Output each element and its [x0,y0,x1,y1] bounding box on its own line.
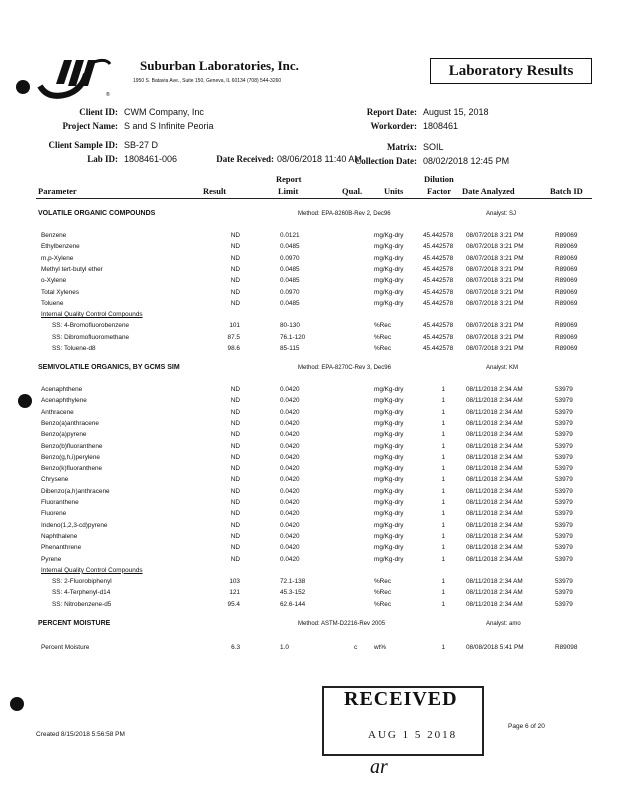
cell-param: Percent Moisture [41,644,90,651]
table-row [0,522,618,533]
cell-batch: 53979 [555,544,573,552]
cell-param: SS: 4-Terphenyl-d14 [52,589,111,597]
cell-batch: R89069 [555,232,578,239]
page-number: Page 6 of 20 [508,723,545,730]
cell-res: 121 [229,589,240,597]
cell-res: 98.6 [227,345,240,352]
table-row [0,476,618,487]
cell-units: mg/Kg-dry [374,544,404,552]
table-row [0,533,618,544]
section-method-moisture: Method: ASTM-D2216-Rev 2005 [298,621,386,627]
table-row [0,243,618,254]
cell-lim: 72.1-138 [280,578,306,586]
cell-batch: R89069 [555,322,578,330]
cell-param: Anthracene [41,408,74,416]
cell-dil: 1 [441,397,445,405]
cell-lim: 1.0 [280,644,289,651]
cell-dil: 45.442578 [423,277,454,285]
cell-res: ND [230,243,240,251]
cell-res: ND [230,277,240,285]
cell-date: 08/11/2018 2:34 AM [466,532,523,540]
cell-units: mg/Kg-dry [374,288,404,296]
cell-res: ND [230,532,240,540]
collection-date-label: Collection Date: [354,156,417,166]
cell-lim: 0.0420 [280,499,300,506]
cell-date: 08/11/2018 2:34 AM [466,419,523,427]
cell-units: mg/Kg-dry [374,386,404,393]
section-analyst-svoc: Analyst: KM [486,365,519,371]
cell-param: Dibenzo(a,h)anthracene [41,487,110,495]
table-row [0,556,618,567]
cell-batch: 53979 [555,521,573,529]
cell-date: 08/11/2018 2:34 AM [466,600,523,608]
cell-lim: 45.3-152 [280,589,306,597]
cell-res: ND [230,499,240,506]
cell-batch: R89069 [555,333,578,341]
cell-units: mg/Kg-dry [374,277,404,285]
date-received-label: Date Received: [216,154,274,164]
cell-lim: 85-115 [280,345,300,352]
cell-batch: 53979 [555,532,573,540]
table-row [0,255,618,266]
cell-batch: 53979 [555,578,573,586]
section-method-svoc: Method: EPA-8270C-Rev 3, Dec96 [298,365,391,371]
cell-batch: 53979 [555,419,573,427]
col-date-analyzed: Date Analyzed [462,186,515,196]
cell-batch: 53979 [555,431,573,439]
cell-lim: 0.0970 [280,288,300,296]
cell-units: %Rec [374,345,392,352]
cell-dil: 1 [441,532,445,540]
cell-dil: 45.442578 [423,288,454,296]
cell-date: 08/11/2018 2:34 AM [466,510,523,518]
cell-date: 08/11/2018 2:34 AM [466,386,523,393]
cell-param: Methyl tert-butyl ether [41,265,103,273]
cell-res: ND [230,476,240,484]
cell-param: Acenaphthylene [41,397,87,405]
punch-hole-mark [16,80,30,94]
lab-id-value: 1808461-006 [124,154,178,164]
project-name-label: Project Name: [62,121,118,131]
col-report-limit-line2: Limit [278,186,299,196]
qc-row [0,322,618,333]
section-title-voc: VOLATILE ORGANIC COMPOUNDS [38,210,156,217]
cell-lim: 0.0420 [280,521,300,529]
cell-lim: 0.0420 [280,555,300,563]
cell-units: mg/Kg-dry [374,532,404,540]
cell-units: mg/Kg-dry [374,397,404,405]
header-rule [36,198,592,199]
cell-batch: R89069 [555,288,578,296]
cell-batch: 53979 [555,555,573,563]
cell-dil: 45.442578 [423,333,454,341]
cell-dil: 45.442578 [423,243,454,251]
cell-dil: 1 [441,555,445,563]
collection-date-value: 08/02/2018 12:45 PM [423,156,510,166]
client-id-label: Client ID: [79,107,118,117]
cell-dil: 1 [441,544,445,552]
cell-res: ND [230,386,240,393]
cell-res: ND [230,265,240,273]
cell-param: Phenanthrene [41,544,82,552]
cell-lim: 0.0420 [280,397,300,405]
cell-dil: 1 [441,644,445,651]
cell-lim: 80-130 [280,322,300,330]
cell-date: 08/11/2018 2:34 AM [466,442,523,450]
cell-date: 08/07/2018 3:21 PM [466,277,524,285]
cell-param: Fluorene [41,510,67,518]
section-analyst-moisture: Analyst: amo [486,621,521,627]
cell-units: mg/Kg-dry [374,419,404,427]
col-dilution-line1: Dilution [424,174,454,184]
section-title-svoc: SEMIVOLATILE ORGANICS, BY GCMS SIM [38,364,180,371]
table-row [0,454,618,465]
section-analyst-voc: Analyst: SJ [486,211,517,217]
cell-lim: 0.0420 [280,487,300,495]
cell-param: Benzene [41,232,67,239]
table-row [0,443,618,454]
cell-res: 95.4 [227,600,240,608]
cell-date: 08/07/2018 3:21 PM [466,333,524,341]
cell-date: 08/11/2018 2:34 AM [466,521,523,529]
table-row [0,409,618,420]
lab-logo [34,56,114,102]
cell-units: mg/Kg-dry [374,265,404,273]
cell-res: ND [230,254,240,262]
cell-units: mg/Kg-dry [374,442,404,450]
cell-batch: 53979 [555,510,573,518]
cell-lim: 0.0420 [280,442,300,450]
cell-dil: 1 [441,431,445,439]
table-row [0,510,618,521]
cell-param: Total Xylenes [41,288,80,296]
document-title: Laboratory Results [430,58,592,84]
cell-dil: 45.442578 [423,299,454,307]
received-stamp-date: AUG 1 5 2018 [368,729,458,741]
cell-date: 08/07/2018 3:21 PM [466,232,524,239]
matrix-label: Matrix: [387,142,417,152]
cell-batch: 53979 [555,442,573,450]
cell-units: mg/Kg-dry [374,243,404,251]
cell-param: SS: 4-Bromofluorobenzene [52,322,130,330]
cell-lim: 0.0420 [280,544,300,552]
cell-date: 08/11/2018 2:34 AM [466,397,523,405]
cell-lim: 0.0420 [280,510,300,518]
cell-date: 08/07/2018 3:21 PM [466,345,524,352]
cell-date: 08/11/2018 2:34 AM [466,555,523,563]
cell-date: 08/11/2018 2:34 AM [466,408,523,416]
cell-lim: 0.0420 [280,408,300,416]
cell-batch: R89069 [555,277,578,285]
cell-dil: 1 [441,453,445,461]
cell-dil: 1 [441,465,445,473]
cell-batch: R89069 [555,299,578,307]
received-stamp-initials: ar [370,756,388,778]
cell-param: Benzo(g,h,i)perylene [41,453,100,461]
cell-param: Pyrene [41,555,62,563]
cell-batch: R89069 [555,254,578,262]
cell-dil: 1 [441,487,445,495]
cell-units: mg/Kg-dry [374,499,404,506]
cell-dil: 45.442578 [423,254,454,262]
date-received-value: 08/06/2018 11:40 AM [277,154,362,164]
cell-dil: 1 [441,419,445,427]
cell-units: mg/Kg-dry [374,476,404,484]
cell-units: %Rec [374,333,392,341]
cell-units: mg/Kg-dry [374,487,404,495]
table-row [0,300,618,311]
cell-param: m,p-Xylene [41,254,74,262]
col-units: Units [384,186,404,196]
qc-row [0,578,618,589]
cell-units: mg/Kg-dry [374,453,404,461]
cell-param: Toluene [41,299,64,307]
cell-date: 08/11/2018 2:34 AM [466,453,523,461]
cell-param: SS: Toluene-d8 [52,345,96,352]
table-row [0,266,618,277]
cell-param: Benzo(b)fluoranthene [41,442,103,450]
cell-units: mg/Kg-dry [374,232,404,239]
table-row [0,232,618,243]
report-date-label: Report Date: [366,107,417,117]
cell-date: 08/07/2018 3:21 PM [466,265,524,273]
cell-dil: 45.442578 [423,265,454,273]
table-row [0,386,618,397]
section-title-moisture: PERCENT MOISTURE [38,620,111,627]
cell-date: 08/07/2018 3:21 PM [466,322,524,330]
cell-date: 08/11/2018 2:34 AM [466,476,523,484]
cell-units: %Rec [374,600,392,608]
cell-res: ND [230,408,240,416]
cell-batch: 53979 [555,453,573,461]
cell-dil: 1 [441,578,445,586]
qc-heading-svoc: Internal Quality Control Compounds [41,566,143,574]
cell-param: Fluoranthene [41,499,79,506]
cell-batch: R89069 [555,243,578,251]
table-row [0,289,618,300]
cell-dil: 1 [441,476,445,484]
cell-date: 08/11/2018 2:34 AM [466,578,523,586]
cell-res: 103 [229,578,240,586]
cell-date: 08/11/2018 2:34 AM [466,487,523,495]
cell-lim: 0.0420 [280,532,300,540]
cell-units: mg/Kg-dry [374,254,404,262]
punch-hole-mark [18,394,32,408]
cell-res: 6.3 [231,644,240,651]
report-date-value: August 15, 2018 [423,107,489,117]
lab-name: Suburban Laboratories, Inc. [140,58,299,73]
cell-lim: 0.0485 [280,243,300,251]
cell-date: 08/07/2018 3:21 PM [466,299,524,307]
cell-date: 08/07/2018 3:21 PM [466,288,524,296]
cell-lim: 0.0420 [280,453,300,461]
cell-date: 08/11/2018 2:34 AM [466,465,523,473]
cell-dil: 1 [441,442,445,450]
matrix-value: SOIL [423,142,444,152]
cell-dil: 45.442578 [423,322,454,330]
cell-lim: 0.0970 [280,254,300,262]
cell-units: mg/Kg-dry [374,510,404,518]
col-dilution-line2: Factor [427,186,452,196]
table-row [0,544,618,555]
cell-dil: 1 [441,408,445,416]
col-qual: Qual. [342,186,363,196]
cell-res: ND [230,453,240,461]
cell-lim: 0.0420 [280,476,300,484]
table-row [0,488,618,499]
table-row [0,499,618,510]
cell-param: SS: Nitrobenzene-d5 [52,600,112,608]
cell-res: ND [230,521,240,529]
cell-units: %Rec [374,578,392,586]
lab-address: 1950 S. Batavia Ave., Suite 150, Geneva, IL 60134 (708) 544-3260 [133,78,282,84]
cell-batch: 53979 [555,499,573,506]
qc-row [0,334,618,345]
cell-lim: 0.0420 [280,419,300,427]
cell-dil: 1 [441,510,445,518]
qc-row [0,345,618,356]
client-id-value: CWM Company, Inc [124,107,204,117]
cell-units: mg/Kg-dry [374,431,404,439]
cell-dil: 45.442578 [423,232,454,239]
table-row [0,277,618,288]
cell-res: 101 [229,322,240,330]
cell-res: ND [230,544,240,552]
cell-date: 08/07/2018 3:21 PM [466,254,524,262]
cell-dil: 45.442578 [423,345,454,352]
cell-dil: 1 [441,499,445,506]
qc-row [0,589,618,600]
cell-batch: 53979 [555,408,573,416]
cell-batch: 53979 [555,600,573,608]
cell-param: Indeno(1,2,3-cd)pyrene [41,521,108,529]
svg-text:®: ® [106,92,110,98]
cell-date: 08/07/2018 3:21 PM [466,243,524,251]
cell-res: ND [230,555,240,563]
cell-date: 08/11/2018 2:34 AM [466,589,523,597]
table-row [0,465,618,476]
cell-qual: c [354,644,358,651]
cell-res: ND [230,397,240,405]
cell-param: Chrysene [41,476,69,484]
table-row [0,431,618,442]
table-row [0,397,618,408]
cell-lim: 0.0485 [280,277,300,285]
cell-res: ND [230,232,240,239]
client-sample-id-label: Client Sample ID: [48,140,118,150]
cell-res: 87.5 [227,333,240,341]
col-result: Result [203,186,227,196]
cell-batch: 53979 [555,397,573,405]
cell-batch: 53979 [555,465,573,473]
punch-hole-mark [10,697,24,711]
cell-batch: 53979 [555,386,573,393]
cell-res: ND [230,465,240,473]
cell-res: ND [230,431,240,439]
section-method-voc: Method: EPA-8260B-Rev 2, Dec96 [298,211,391,217]
cell-param: Ethylbenzene [41,243,80,251]
cell-dil: 1 [441,589,445,597]
cell-res: ND [230,299,240,307]
cell-param: Benzo(a)pyrene [41,431,87,439]
cell-lim: 62.6-144 [280,600,306,608]
cell-date: 08/11/2018 2:34 AM [466,544,523,552]
cell-lim: 0.0420 [280,386,300,393]
workorder-label: Workorder: [370,121,417,131]
cell-param: SS: 2-Fluorobiphenyl [52,578,112,586]
cell-res: ND [230,510,240,518]
col-batch-id: Batch ID [550,186,583,196]
table-row [0,420,618,431]
cell-lim: 0.0485 [280,299,300,307]
cell-dil: 1 [441,600,445,608]
col-report-limit-line1: Report [276,174,302,184]
cell-param: Naphthalene [41,532,78,540]
cell-param: Acenaphthene [41,386,83,393]
cell-units: wt% [374,644,387,651]
cell-units: %Rec [374,322,392,330]
cell-param: o-Xylene [41,277,67,285]
workorder-value: 1808461 [423,121,459,131]
cell-lim: 0.0420 [280,465,300,473]
cell-param: Benzo(a)anthracene [41,419,99,427]
cell-units: mg/Kg-dry [374,521,404,529]
cell-res: ND [230,288,240,296]
cell-batch: R89069 [555,345,578,352]
cell-param: SS: Dibromofluoromethane [52,333,130,341]
cell-units: mg/Kg-dry [374,555,404,563]
cell-lim: 76.1-120 [280,333,306,341]
created-timestamp: Created 8/15/2018 5:56:58 PM [36,731,125,738]
qc-heading-voc: Internal Quality Control Compounds [41,311,143,319]
project-name-value: S and S Infinite Peoria [124,121,214,131]
lab-id-label: Lab ID: [87,154,118,164]
qc-row [0,601,618,612]
cell-res: ND [230,442,240,450]
cell-dil: 1 [441,386,445,393]
cell-date: 08/11/2018 2:34 AM [466,431,523,439]
cell-batch: 53979 [555,476,573,484]
cell-lim: 0.0121 [280,232,300,239]
cell-lim: 0.0485 [280,265,300,273]
cell-res: ND [230,419,240,427]
cell-units: mg/Kg-dry [374,465,404,473]
table-row [0,644,618,655]
cell-batch: 53979 [555,589,573,597]
cell-lim: 0.0420 [280,431,300,439]
client-sample-id-value: SB-27 D [124,140,159,150]
col-parameter: Parameter [38,186,77,196]
cell-res: ND [230,487,240,495]
received-stamp-word: RECEIVED [344,688,458,710]
cell-batch: R89069 [555,265,578,273]
cell-units: mg/Kg-dry [374,408,404,416]
cell-date: 08/08/2018 5:41 PM [466,644,524,651]
cell-param: Benzo(k)fluoranthene [41,465,103,473]
cell-batch: 53979 [555,487,573,495]
cell-date: 08/11/2018 2:34 AM [466,499,523,506]
cell-units: %Rec [374,589,392,597]
cell-dil: 1 [441,521,445,529]
cell-units: mg/Kg-dry [374,299,404,307]
cell-batch: R89098 [555,644,578,651]
